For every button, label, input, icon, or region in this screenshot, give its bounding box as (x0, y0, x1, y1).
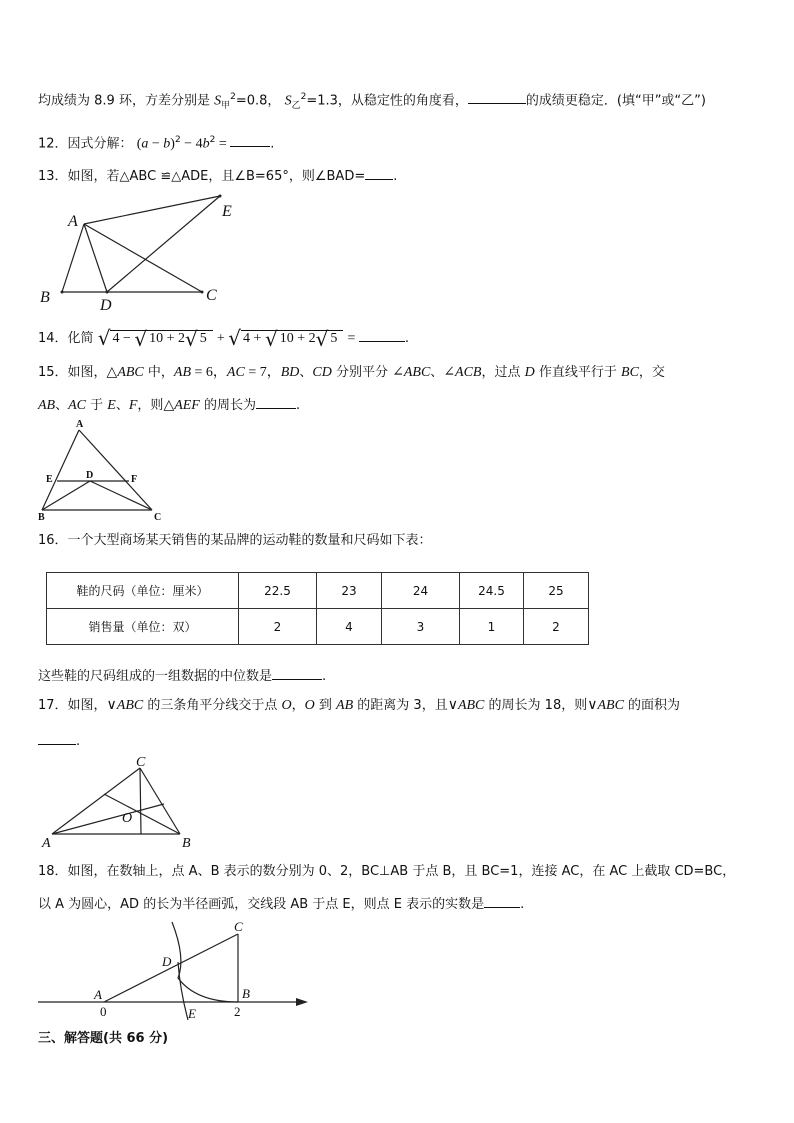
q16-count-cell: 2 (524, 609, 589, 645)
q18-figure (36, 918, 311, 1024)
q13-figure (36, 192, 246, 314)
q16-line: 16．一个大型商场某天销售的某品牌的运动鞋的数量和尺码如下表： (38, 533, 432, 548)
q13-label-b: B (40, 289, 50, 306)
q16-count-cell: 3 (382, 609, 460, 645)
q18-line-2: 以 A 为圆心，AD 的长为半径画弧，交线段 AB 于点 E，则点 E 表示的实数是 . (38, 894, 524, 914)
q16-size-cell: 24 (382, 573, 460, 609)
q11-answer-blank[interactable] (468, 90, 526, 104)
q18-line-1: 18．如图，在数轴上，点 A、B 表示的数分别为 0、2，BC⊥AB 于点 B，且 BC=1，连接 AC，在 AC 上截取 CD=BC， (38, 864, 736, 879)
q13-segment-ae (84, 196, 220, 224)
q16-header-count: 销售量（单位：双） (47, 609, 239, 645)
q13-point-b (61, 291, 64, 294)
section-3-heading: 三、解答题(共 66 分) (38, 1031, 169, 1046)
q18-label-b: B (242, 986, 250, 1001)
q13-label-c: C (206, 287, 217, 304)
q16-count-cell: 4 (317, 609, 382, 645)
q15-segment-ab (42, 430, 79, 510)
q15-answer-blank[interactable] (256, 395, 296, 409)
q13-point-e (219, 195, 222, 198)
table-row (47, 609, 589, 645)
q15-label-f: F (131, 474, 138, 485)
q17-label-c: C (136, 755, 146, 770)
q16-answer-blank[interactable] (272, 666, 322, 680)
q17-line-1: 17．如图，∨ABC 的三条角平分线交于点 O，O 到 AB 的距离为 3，且∨ABC 的周长为 18，则∨ABC 的面积为 (38, 698, 681, 713)
q14-radical-2: √ 4 + √ 10 + 2√ 5 (228, 329, 343, 348)
q15-figure (36, 418, 166, 524)
q16-size-cell: 25 (524, 573, 589, 609)
q14-radical-1: √ 4 − √ 10 + 2√ 5 (98, 329, 213, 348)
q16-after-line: 这些鞋的尺码组成的一组数据的中位数是 . (38, 666, 326, 686)
q15-line-1: 15．如图，△ABC 中，AB = 6，AC = 7，BD、CD 分别平分 ∠ABC、∠ACB，过点 D 作直线平行于 BC，交 (38, 365, 665, 380)
q16-count-cell: 2 (239, 609, 317, 645)
q18-label-d: D (162, 954, 172, 969)
q13-label-a: A (68, 213, 78, 230)
q17-answer-blank[interactable] (38, 731, 76, 745)
q13-segment-ad (84, 224, 107, 292)
q17-figure (36, 754, 206, 850)
q13-line: 13．如图，若△ABC ≌△ADE，且∠B=65°，则∠BAD= . (38, 166, 397, 186)
q13-segment-de (107, 196, 220, 292)
q16-size-cell: 24.5 (460, 573, 524, 609)
q13-answer-blank[interactable] (365, 166, 393, 180)
q13-label-e: E (222, 203, 232, 220)
q15-label-a: A (76, 419, 84, 430)
q13-label-d: D (100, 297, 112, 314)
q18-label-a: A (94, 987, 102, 1002)
q16-table (46, 572, 589, 645)
q17-line-2: . (38, 731, 80, 751)
q17-bisector-c (140, 768, 141, 834)
q15-line-2: AB、AC 于 E、F，则△AEF 的周长为 . (38, 395, 300, 415)
q14-answer-blank[interactable] (359, 328, 405, 342)
q18-answer-blank[interactable] (484, 894, 520, 908)
q13-segment-ac (84, 224, 202, 292)
q17-label-a: A (42, 836, 51, 850)
q16-count-cell: 1 (460, 609, 524, 645)
q18-label-c: C (234, 919, 243, 934)
q16-size-cell: 22.5 (239, 573, 317, 609)
q11-line: 均成绩为 8.9 环，方差分别是 $S_甲^2=0.8$， $S_乙^2=1.3$，从稳定性的角度看， 的成绩更稳定．(填“甲”或“乙”) (38, 92, 706, 111)
q15-label-d: D (86, 470, 94, 481)
q17-bisector-b (104, 794, 180, 834)
q14-line: 14．化简 √ 4 − √ 10 + 2√ 5 + √ 4 + √ 10 + 2√ 5 = . (38, 326, 410, 351)
q13-point-c (201, 291, 204, 294)
q15-segment-cd (90, 481, 152, 510)
q17-bisector-a (52, 804, 164, 834)
q18-label-e: E (188, 1006, 196, 1021)
q15-label-c: C (154, 512, 162, 523)
q18-tick-2: 2 (234, 1004, 241, 1019)
q16-header-size: 鞋的尺码（单位：厘米） (47, 573, 239, 609)
q13-segment-ab (62, 224, 84, 292)
q12-answer-blank[interactable] (230, 133, 270, 147)
q15-label-b: B (38, 512, 45, 523)
q17-label-b: B (182, 836, 191, 850)
q13-point-d (106, 291, 109, 294)
q12-line: 12．因式分解： $(a - b)^2 - 4b^2$ = . (38, 135, 275, 152)
table-row (47, 573, 589, 609)
q18-tick-0: 0 (100, 1004, 107, 1019)
q18-arrow-icon (296, 998, 308, 1006)
q17-label-o: O (122, 811, 133, 826)
q16-size-cell: 23 (317, 573, 382, 609)
q15-label-e: E (46, 474, 53, 485)
